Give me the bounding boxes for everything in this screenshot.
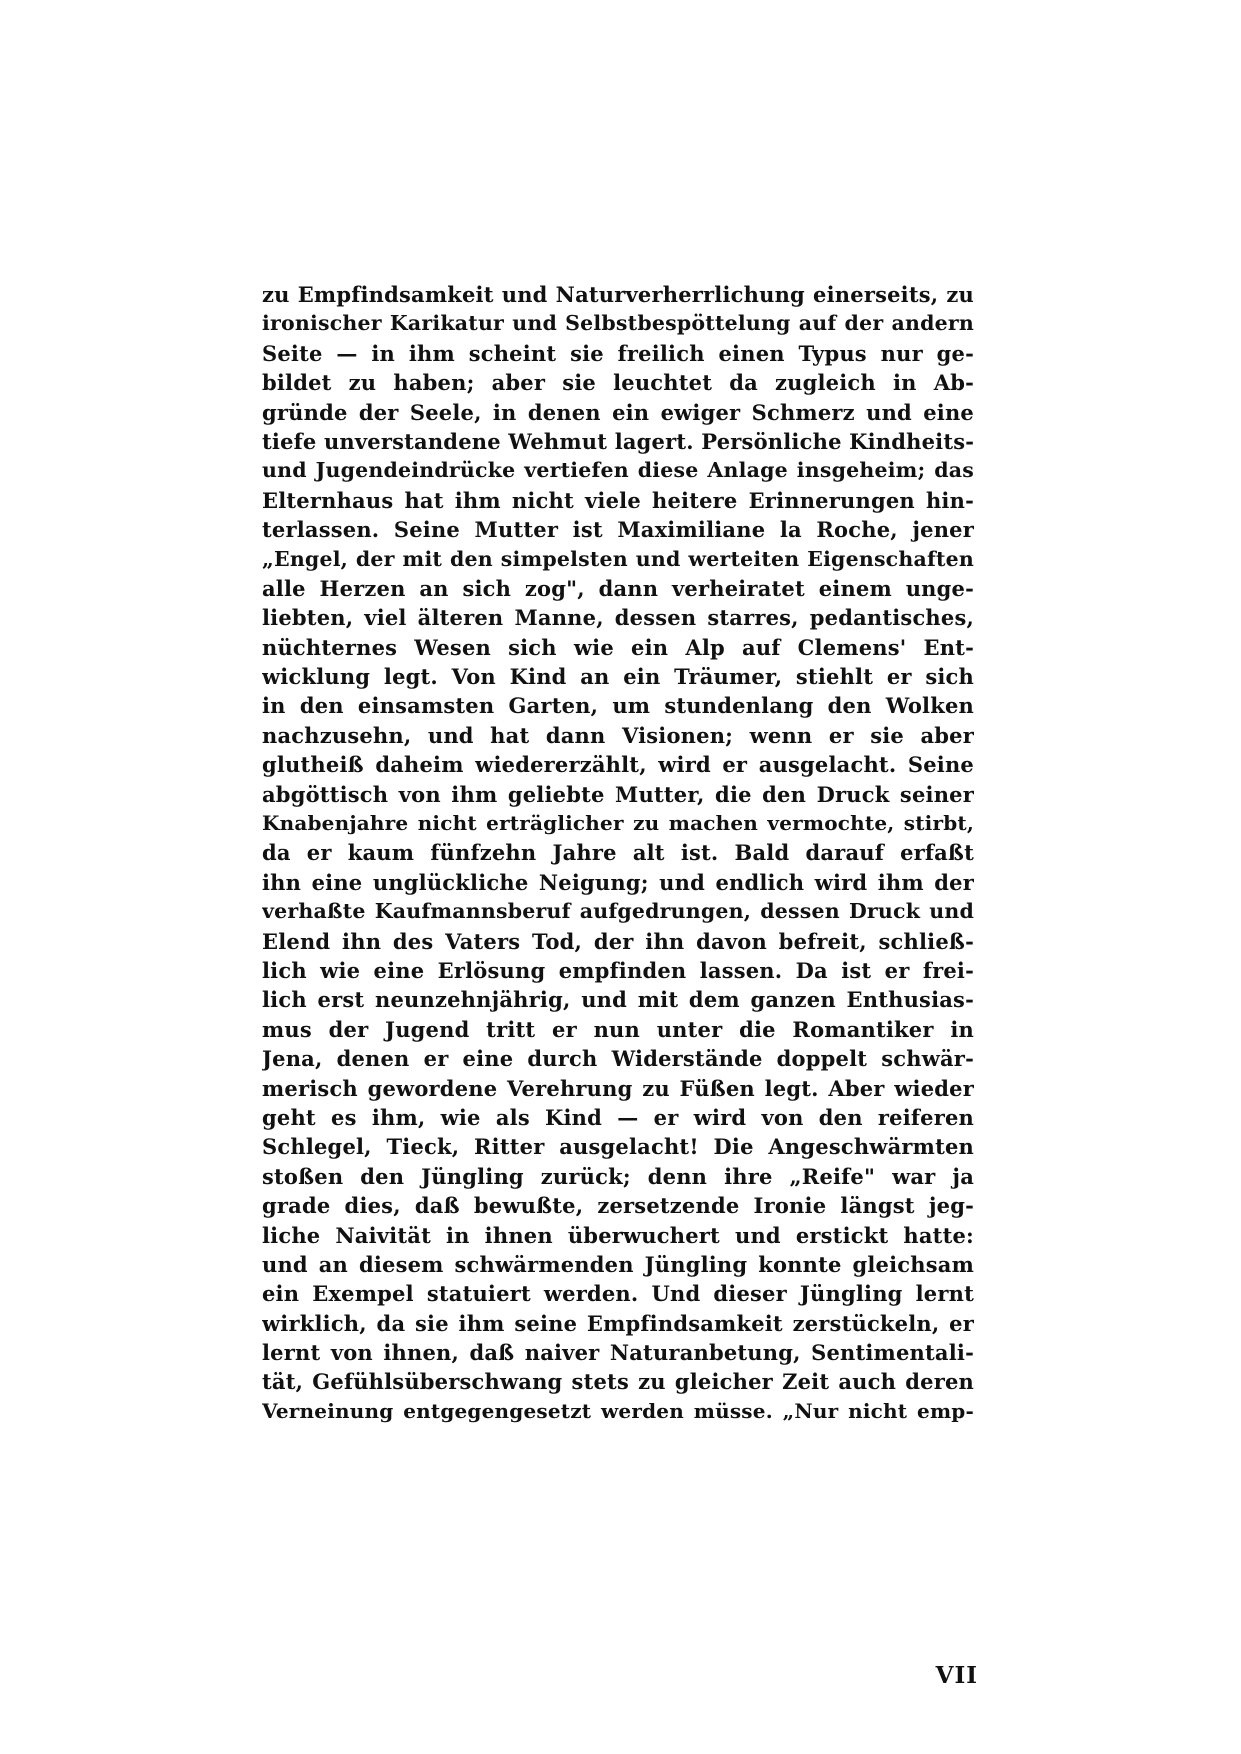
text-line: zu Empfindsamkeit und Naturverherrlichung einerseits, zu bbox=[262, 282, 974, 307]
text-line: „Engel, der mit den simpelsten und werteiten Eigenschaften bbox=[262, 546, 974, 571]
text-line: Seite — in ihm scheint sie freilich einen Typus nur ge- bbox=[262, 340, 974, 366]
text-line: wirklich, da sie ihm seine Empfindsamkeit zerstückeln, er bbox=[262, 1310, 974, 1336]
text-line: gründe der Seele, in denen ein ewiger Schmerz und eine bbox=[262, 399, 974, 425]
text-line: alle Herzen an sich zog", dann verheiratet einem unge- bbox=[262, 575, 974, 601]
text-line: Elternhaus hat ihm nicht viele heitere Erinnerungen hin- bbox=[262, 487, 974, 513]
text-line: verhaßte Kaufmannsberuf aufgedrungen, dessen Druck und bbox=[262, 899, 974, 924]
text-line: lernt von ihnen, daß naiver Naturanbetung, Sentimentali- bbox=[262, 1340, 974, 1366]
text-line: ihn eine unglückliche Neigung; und endlich wird ihm der bbox=[262, 869, 974, 895]
text-line: liebten, viel älteren Manne, dessen starres, pedantisches, bbox=[262, 605, 974, 631]
text-line: liche Naivität in ihnen überwuchert und erstickt hatte: bbox=[262, 1222, 974, 1248]
text-line: abgöttisch von ihm geliebte Mutter, die den Druck seiner bbox=[262, 781, 974, 807]
text-line: grade dies, daß bewußte, zersetzende Ironie längst jeg- bbox=[262, 1193, 974, 1219]
text-line: Jena, denen er eine durch Widerstände doppelt schwär- bbox=[262, 1046, 974, 1072]
text-line: ein Exempel statuiert werden. Und dieser Jüngling lernt bbox=[262, 1281, 974, 1307]
text-line: in den einsamsten Garten, um stundenlang den Wolken bbox=[262, 693, 974, 719]
text-line: nüchternes Wesen sich wie ein Alp auf Clemens' Ent- bbox=[262, 634, 974, 660]
text-line: bildet zu haben; aber sie leuchtet da zugleich in Ab- bbox=[262, 370, 974, 396]
text-line: wicklung legt. Von Kind an ein Träumer, stiehlt er sich bbox=[262, 664, 974, 690]
text-line: stoßen den Jüngling zurück; denn ihre „Reife" war ja bbox=[262, 1163, 974, 1189]
text-line: terlassen. Seine Mutter ist Maximiliane la Roche, jener bbox=[262, 517, 974, 543]
text-line: lich wie eine Erlösung empfinden lassen. Da ist er frei- bbox=[262, 957, 974, 983]
text-line: Verneinung entgegengesetzt werden müsse. „Nur nicht emp- bbox=[262, 1398, 974, 1423]
text-line: und an diesem schwärmenden Jüngling konnte gleichsam bbox=[262, 1251, 974, 1277]
text-line: lich erst neunzehnjährig, und mit dem ganzen Enthusias- bbox=[262, 987, 974, 1013]
body-text bbox=[262, 280, 974, 1426]
text-line: ironischer Karikatur und Selbstbespöttelung auf der andern bbox=[262, 311, 974, 336]
text-line: merisch gewordene Verehrung zu Füßen legt. Aber wieder bbox=[262, 1075, 974, 1101]
text-line: mus der Jugend tritt er nun unter die Romantiker in bbox=[262, 1016, 974, 1042]
text-line: geht es ihm, wie als Kind — er wird von den reiferen bbox=[262, 1104, 974, 1130]
text-line: tät, Gefühlsüberschwang stets zu gleicher Zeit auch deren bbox=[262, 1369, 974, 1395]
text-line: da er kaum fünfzehn Jahre alt ist. Bald darauf erfaßt bbox=[262, 840, 974, 866]
text-line: Elend ihn des Vaters Tod, der ihn davon befreit, schließ- bbox=[262, 928, 974, 954]
text-line: nachzusehn, und hat dann Visionen; wenn er sie aber bbox=[262, 722, 974, 748]
page-number: VII bbox=[935, 1662, 978, 1689]
text-line: Schlegel, Tieck, Ritter ausgelacht! Die Angeschwärmten bbox=[262, 1134, 974, 1160]
text-line: Knabenjahre nicht erträglicher zu machen vermochte, stirbt, bbox=[262, 811, 974, 836]
text-line: und Jugendeindrücke vertiefen diese Anlage insgeheim; das bbox=[262, 458, 974, 483]
text-line: tiefe unverstandene Wehmut lagert. Persönliche Kindheits- bbox=[262, 428, 974, 454]
text-line: glutheiß daheim wiedererzählt, wird er ausgelacht. Seine bbox=[262, 752, 974, 778]
